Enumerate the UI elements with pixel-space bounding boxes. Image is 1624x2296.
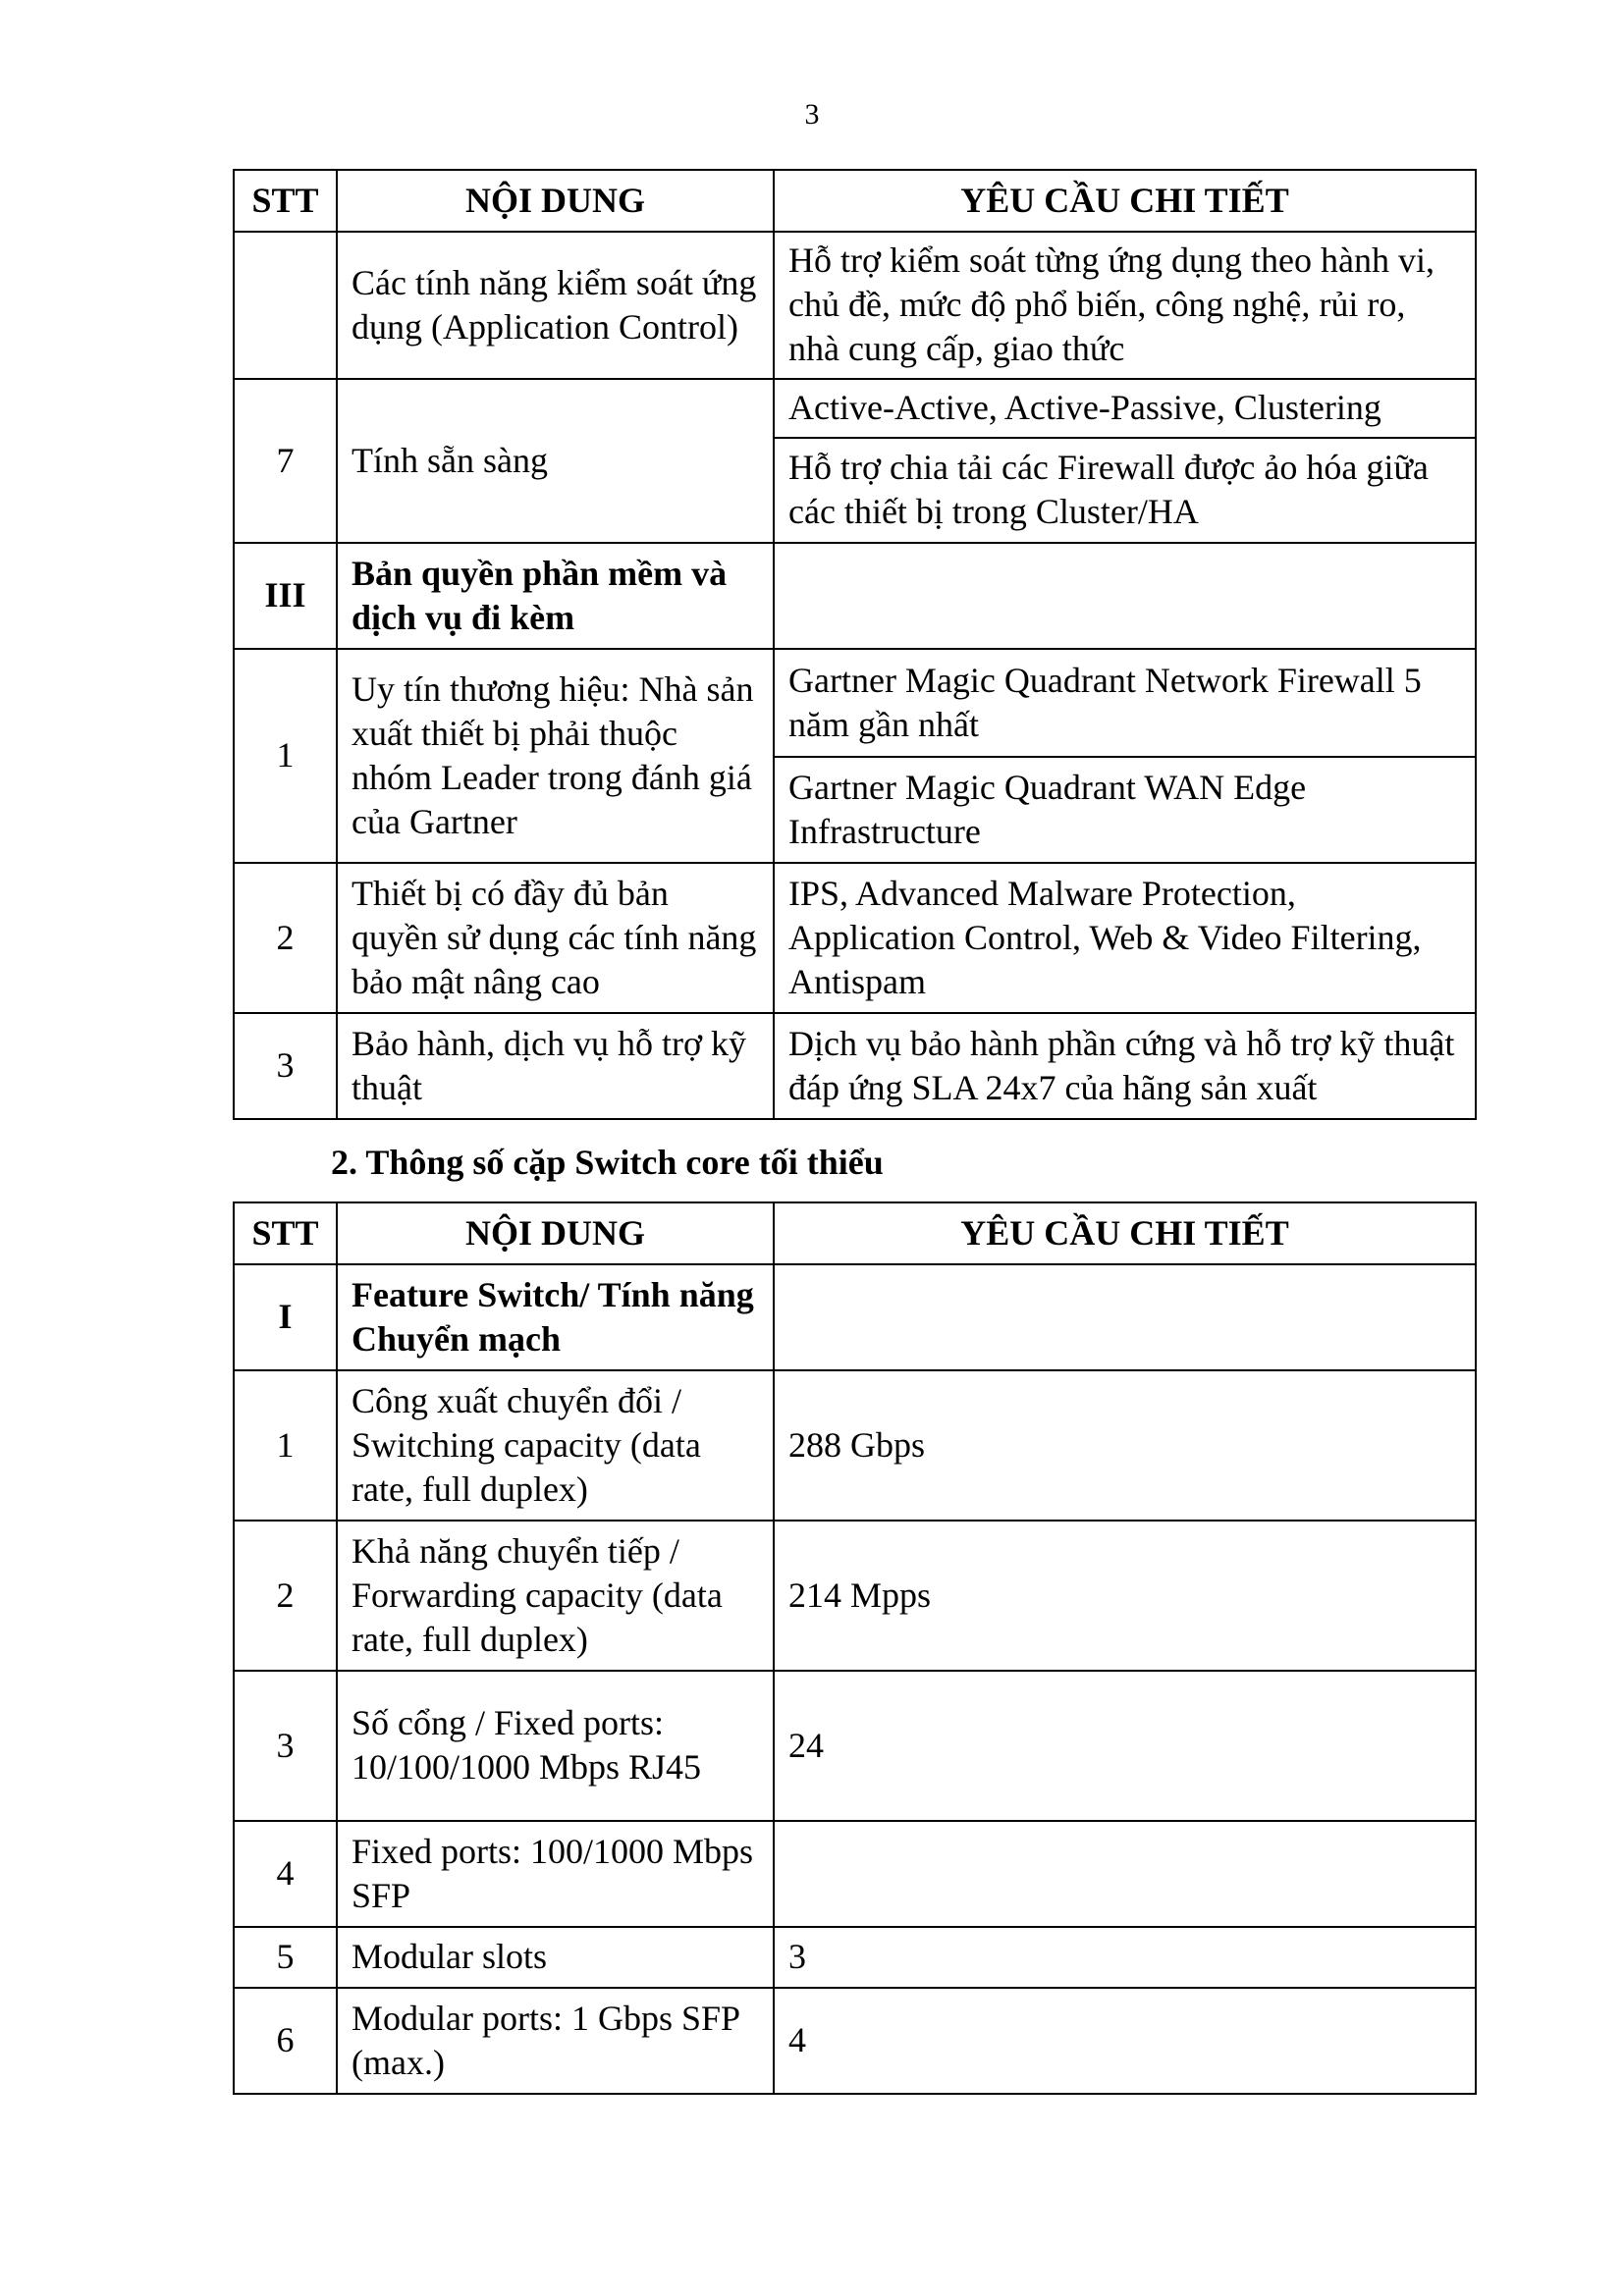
row-detail: 3 bbox=[774, 1927, 1476, 1988]
table-row bbox=[234, 649, 1476, 757]
row-content: Modular slots bbox=[337, 1927, 774, 1988]
header-noi-dung: NỘI DUNG bbox=[337, 170, 774, 232]
table-row bbox=[234, 1521, 1476, 1671]
firewall-spec-table bbox=[233, 169, 1477, 1120]
table-row bbox=[234, 1821, 1476, 1927]
row-detail: 288 Gbps bbox=[774, 1370, 1476, 1521]
table-header-row bbox=[234, 170, 1476, 232]
row-content: Tính sẵn sàng bbox=[337, 379, 774, 543]
section-heading: 2. Thông số cặp Switch core tối thiểu bbox=[331, 1143, 884, 1182]
row-detail: Active-Active, Active-Passive, Clustering bbox=[774, 379, 1476, 438]
row-stt: 1 bbox=[234, 649, 337, 863]
row-stt: 3 bbox=[234, 1013, 337, 1119]
row-stt: 4 bbox=[234, 1821, 337, 1927]
table-row bbox=[234, 1927, 1476, 1988]
row-detail bbox=[774, 1264, 1476, 1370]
row-stt: 6 bbox=[234, 1988, 337, 2094]
section-stt: I bbox=[234, 1264, 337, 1370]
row-stt bbox=[234, 232, 337, 379]
header-stt: STT bbox=[234, 170, 337, 232]
row-content: Công xuất chuyển đổi / Switching capacity (data rate, full duplex) bbox=[337, 1370, 774, 1521]
table-header-row bbox=[234, 1202, 1476, 1264]
row-stt: 1 bbox=[234, 1370, 337, 1521]
row-content: Modular ports: 1 Gbps SFP (max.) bbox=[337, 1988, 774, 2094]
header-yeu-cau: YÊU CẦU CHI TIẾT bbox=[774, 170, 1476, 232]
switch-spec-table bbox=[233, 1201, 1477, 2095]
row-stt: 5 bbox=[234, 1927, 337, 1988]
row-content: Số cổng / Fixed ports: 10/100/1000 Mbps RJ45 bbox=[337, 1671, 774, 1821]
row-content: Uy tín thương hiệu: Nhà sản xuất thiết bị phải thuộc nhóm Leader trong đánh giá của Gartner bbox=[337, 649, 774, 863]
table-row bbox=[234, 1671, 1476, 1821]
row-detail: Hỗ trợ kiểm soát từng ứng dụng theo hành vi, chủ đề, mức độ phổ biến, công nghệ, rủi ro, nhà cung cấp, giao thức bbox=[774, 232, 1476, 379]
section-title: Feature Switch/ Tính năng Chuyển mạch bbox=[337, 1264, 774, 1370]
row-stt: 2 bbox=[234, 863, 337, 1013]
row-content: Bảo hành, dịch vụ hỗ trợ kỹ thuật bbox=[337, 1013, 774, 1119]
section-title: Bản quyền phần mềm và dịch vụ đi kèm bbox=[337, 543, 774, 649]
section-stt: III bbox=[234, 543, 337, 649]
row-detail: Hỗ trợ chia tải các Firewall được ảo hóa giữa các thiết bị trong Cluster/HA bbox=[774, 438, 1476, 543]
header-yeu-cau: YÊU CẦU CHI TIẾT bbox=[774, 1202, 1476, 1264]
row-content: Fixed ports: 100/1000 Mbps SFP bbox=[337, 1821, 774, 1927]
table-row bbox=[234, 1370, 1476, 1521]
row-stt: 2 bbox=[234, 1521, 337, 1671]
table-row bbox=[234, 1988, 1476, 2094]
row-detail: Gartner Magic Quadrant Network Firewall 5 năm gần nhất bbox=[774, 649, 1476, 757]
row-detail: 4 bbox=[774, 1988, 1476, 2094]
table-section-row bbox=[234, 543, 1476, 649]
row-detail: 214 Mpps bbox=[774, 1521, 1476, 1671]
table-row bbox=[234, 379, 1476, 438]
header-stt: STT bbox=[234, 1202, 337, 1264]
row-content: Các tính năng kiểm soát ứng dụng (Application Control) bbox=[337, 232, 774, 379]
row-detail: Gartner Magic Quadrant WAN Edge Infrastructure bbox=[774, 757, 1476, 863]
row-detail: IPS, Advanced Malware Protection, Application Control, Web & Video Filtering, Antispam bbox=[774, 863, 1476, 1013]
row-detail: Dịch vụ bảo hành phần cứng và hỗ trợ kỹ thuật đáp ứng SLA 24x7 của hãng sản xuất bbox=[774, 1013, 1476, 1119]
page-number: 3 bbox=[804, 98, 820, 131]
row-detail bbox=[774, 1821, 1476, 1927]
table-row bbox=[234, 232, 1476, 379]
row-content: Khả năng chuyển tiếp / Forwarding capacity (data rate, full duplex) bbox=[337, 1521, 774, 1671]
table-section-row bbox=[234, 1264, 1476, 1370]
row-stt: 7 bbox=[234, 379, 337, 543]
row-detail bbox=[774, 543, 1476, 649]
table-row bbox=[234, 1013, 1476, 1119]
header-noi-dung: NỘI DUNG bbox=[337, 1202, 774, 1264]
row-detail: 24 bbox=[774, 1671, 1476, 1821]
row-stt: 3 bbox=[234, 1671, 337, 1821]
table-row bbox=[234, 863, 1476, 1013]
row-content: Thiết bị có đầy đủ bản quyền sử dụng các tính năng bảo mật nâng cao bbox=[337, 863, 774, 1013]
